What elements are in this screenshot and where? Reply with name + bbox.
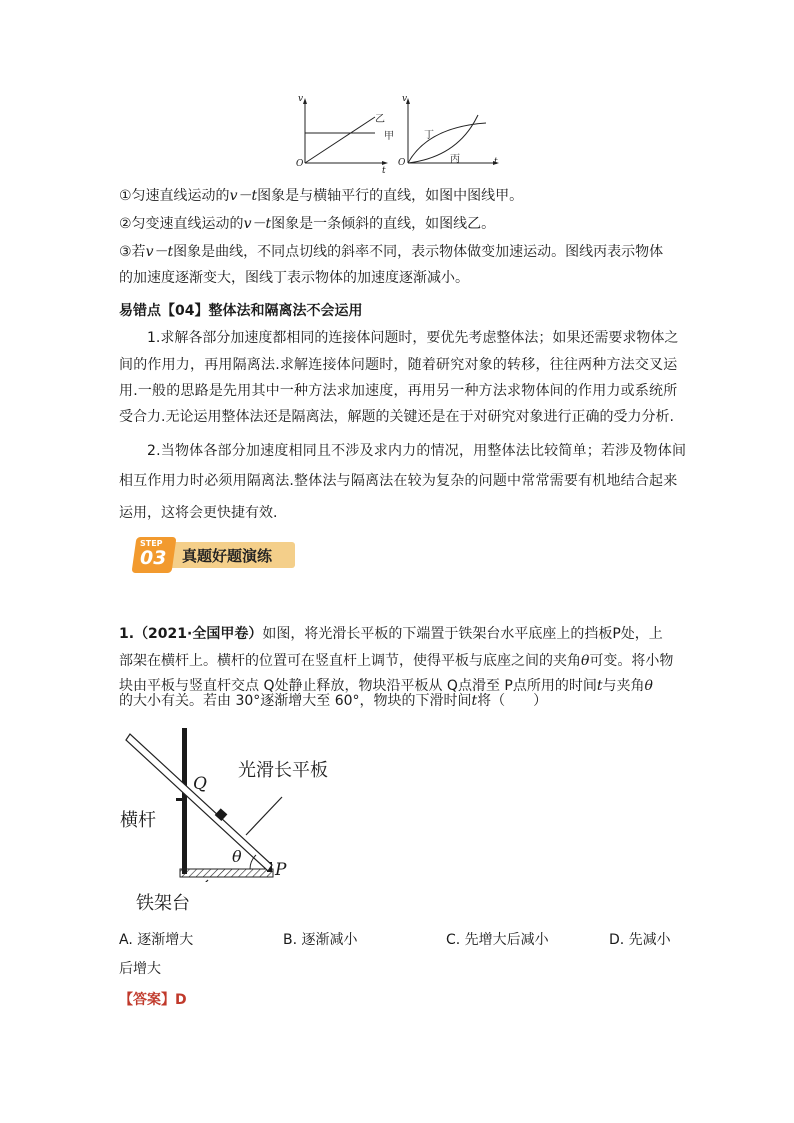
option-c: C. 先增大后减小	[446, 932, 549, 948]
stand-base	[180, 869, 273, 877]
option-b: B. 逐渐减小	[283, 932, 358, 948]
right-axis-v: v	[402, 94, 408, 104]
label-board: 光滑长平板	[238, 760, 328, 781]
question-line2: 部架在横杆上。横杆的位置可在竖直杆上调节，使得平板与底座之间的夹角θ可变。将小物	[119, 653, 674, 669]
question-line3: 块由平板与竖直杆交点 Q处静止释放，物块沿平板从 Q点滑至 P点所用的时间t与夹角θ	[119, 678, 653, 694]
right-axis-t: t	[494, 157, 498, 167]
para1-line1: 1.求解各部分加速度都相同的连接体问题时，要优先考虑整体法；如果还需要求物体之	[147, 330, 679, 346]
point-2: ②匀变速直线运动的v－t图象是一条倾斜的直线，如图线乙。	[119, 216, 496, 232]
left-label-yi: 乙	[375, 114, 385, 125]
para1-line4: 受合力.无论运用整体法还是隔离法，解题的关键还是在于对研究对象进行正确的受力分析.	[119, 409, 674, 425]
left-axis-t: t	[382, 166, 386, 176]
curve-ding	[408, 123, 486, 163]
point-3-cont: 的加速度逐渐变大，图线丁表示物体的加速度逐渐减小。	[119, 270, 469, 286]
left-label-jia: 甲	[384, 131, 394, 142]
label-theta: θ	[232, 847, 242, 866]
section-title: 易错点【04】整体法和隔离法不会运用	[119, 303, 363, 319]
label-P: P	[275, 860, 287, 880]
para1-line3: 用.一般的思路是先用其中一种方法求加速度，再用另一种方法求物体间的作用力或系统所	[119, 383, 678, 399]
point-3: ③若v－t图象是曲线，不同点切线的斜率不同，表示物体做变加速运动。图线丙表示物体	[119, 244, 664, 260]
answer-label: 【答案】	[119, 992, 175, 1008]
point-1: ①匀速直线运动的v－t图象是与横轴平行的直线，如图中图线甲。	[119, 188, 524, 204]
label-Q: Q	[193, 774, 207, 794]
curve-bing	[408, 115, 478, 163]
para2-line1: 2.当物体各部分加速度相同且不涉及求内力的情况，用整体法比较简单；若涉及物体间	[147, 443, 687, 459]
left-origin: O	[296, 159, 304, 169]
para2-line2: 相互作用力时必须用隔离法.整体法与隔离法在较为复杂的问题中常常需要有机地结合起来	[119, 473, 678, 489]
vt-graph-left	[290, 95, 392, 175]
right-origin: O	[398, 158, 406, 168]
right-label-ding: 丁	[424, 130, 434, 141]
step-number: 03	[140, 547, 167, 569]
para2-line3: 运用，这将会更快捷有效.	[119, 505, 278, 521]
label-bar: 横杆	[120, 810, 156, 831]
right-label-bing: 丙	[450, 154, 460, 165]
incline-figure	[110, 722, 330, 882]
step-banner	[126, 537, 298, 577]
answer	[119, 990, 187, 1010]
left-axis-v: v	[298, 94, 304, 104]
question-line4: 的大小有关。若由 30°逐渐增大至 60°，物块的下滑时间t将（ ）	[119, 693, 548, 709]
option-d: D. 先减小	[609, 932, 671, 948]
label-stand: 铁架台	[136, 893, 190, 914]
option-a: A. 逐渐增大	[119, 932, 194, 948]
smooth-board	[126, 734, 272, 871]
step-word: STEP	[140, 539, 163, 548]
para1-line2: 间的作用力，再用隔离法.求解连接体问题时，随着研究对象的转移，往往两种方法交叉运	[119, 357, 678, 373]
crossbar	[176, 798, 186, 801]
line-yi	[305, 117, 375, 163]
question-line1: 1.（2021·全国甲卷）如图，将光滑长平板的下端置于铁架台水平底座上的挡板P处，上	[119, 626, 663, 642]
banner-title: 真题好题演练	[182, 547, 273, 565]
option-d-cont: 后增大	[119, 961, 161, 977]
answer-value: D	[175, 992, 187, 1008]
